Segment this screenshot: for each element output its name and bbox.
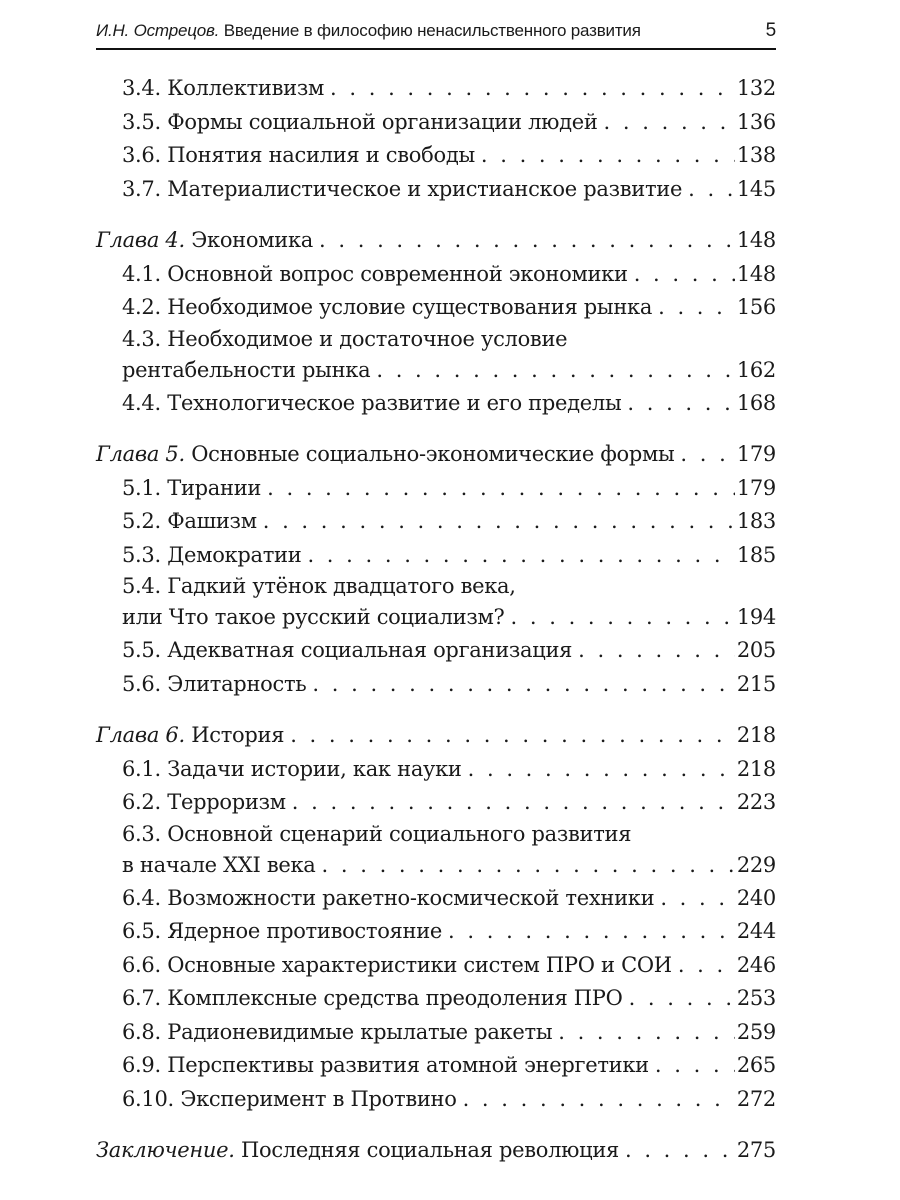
toc-chapter-entry[interactable] <box>96 438 776 472</box>
toc-entry-title: Необходимое и достаточное условие <box>167 326 568 351</box>
toc-entry-title: Формы социальной организации людей <box>167 109 598 134</box>
toc-chapter-label: Глава 4. <box>96 228 185 252</box>
toc-entry-title: Понятия насилия и свободы <box>167 143 475 167</box>
dot-leader <box>376 354 734 387</box>
toc-chapter-label: Глава 5. <box>96 442 185 466</box>
toc-page-number: 275 <box>736 1138 776 1162</box>
toc-entry-heading <box>122 882 654 916</box>
toc-entry-number: 5.6. <box>122 671 161 696</box>
toc-entry-heading <box>122 139 475 173</box>
toc-entry-number: 5.1. <box>122 475 161 500</box>
toc-entry-heading <box>122 915 442 949</box>
toc-page-number: 244 <box>736 919 776 943</box>
dot-leader <box>511 601 735 634</box>
toc-entry-heading <box>122 949 672 983</box>
toc-entry-heading <box>122 1049 649 1083</box>
toc-chapter-entry[interactable] <box>96 719 776 753</box>
dot-leader <box>658 291 735 325</box>
toc-entry[interactable] <box>96 1049 776 1083</box>
header-book-title: Введение в философию ненасильственного развития <box>223 21 641 40</box>
toc-page-number: 240 <box>736 885 776 910</box>
toc-entry-heading <box>122 634 572 668</box>
toc-entry[interactable] <box>96 753 776 787</box>
toc-entry[interactable] <box>96 1016 776 1050</box>
toc-entry-title: Радионевидимые крылатые ракеты <box>167 1019 553 1044</box>
toc-entry-heading <box>122 1016 552 1050</box>
toc-entry-heading <box>122 539 301 573</box>
page-number: 5 <box>765 20 776 41</box>
toc-page-number: 148 <box>736 261 776 286</box>
toc-page-number: 179 <box>736 442 776 466</box>
toc-entry-title: Основной вопрос современной экономики <box>167 261 628 286</box>
dot-leader <box>655 1049 735 1083</box>
toc-entry-title: Фашизм <box>167 509 257 533</box>
toc-chapter-entry[interactable] <box>96 224 776 258</box>
dot-leader <box>463 1083 735 1117</box>
toc-entry-number: 6.8. <box>122 1019 161 1044</box>
toc-chapter-name: Экономика <box>191 228 314 252</box>
toc-entry[interactable] <box>96 139 776 173</box>
dot-leader <box>330 72 735 106</box>
toc-page-number: 185 <box>736 542 776 567</box>
table-of-contents <box>96 72 776 1186</box>
toc-group <box>96 438 776 701</box>
toc-page-number: 205 <box>736 638 776 662</box>
dot-leader <box>307 539 734 573</box>
toc-entry-heading <box>122 505 257 539</box>
toc-page-number: 265 <box>736 1053 776 1077</box>
dot-leader <box>267 472 735 506</box>
toc-page-number: 183 <box>736 509 776 533</box>
dot-leader <box>481 139 735 173</box>
dot-leader <box>312 668 734 702</box>
toc-entry-title: Материалистическое и христианское развитие <box>167 176 683 201</box>
toc-entry-number: 4.4. <box>122 390 161 415</box>
toc-entry-number: 5.5. <box>122 638 161 662</box>
dot-leader <box>625 1134 735 1168</box>
toc-entry-number: 5.2. <box>122 509 161 533</box>
toc-entry-title: Коллективизм <box>167 76 325 100</box>
toc-entry-heading <box>122 668 306 702</box>
toc-entry-title-cont: рентабельности рынка <box>122 357 371 382</box>
toc-chapter-label: Глава 6. <box>96 723 185 747</box>
toc-entry-number: 6.3. <box>122 821 161 846</box>
toc-entry-title: Адекватная социальная организация <box>167 638 573 662</box>
toc-entry-line2 <box>122 601 776 634</box>
toc-entry[interactable] <box>96 786 776 820</box>
toc-entry[interactable] <box>96 106 776 140</box>
toc-page-number: 215 <box>736 671 776 696</box>
dot-leader <box>578 634 735 668</box>
toc-entry[interactable] <box>96 387 776 421</box>
toc-page-number: 246 <box>736 952 776 977</box>
toc-entry-title: Возможности ракетно-космической техники <box>167 885 655 910</box>
toc-page-number: 136 <box>736 109 776 134</box>
toc-entry-heading <box>122 1083 457 1117</box>
toc-entry-number: 4.2. <box>122 295 161 319</box>
toc-page-number: 259 <box>736 1019 776 1044</box>
toc-page-number: 223 <box>736 790 776 814</box>
toc-entry-title: Основные характеристики систем ПРО и СОИ <box>167 952 672 977</box>
toc-entry[interactable] <box>96 472 776 506</box>
toc-chapter-label: Заключение. <box>96 1138 235 1162</box>
dot-leader <box>627 387 734 421</box>
header-author: И.Н. Острецов. <box>96 21 224 40</box>
dot-leader <box>319 224 735 258</box>
toc-entry[interactable] <box>96 949 776 983</box>
toc-entry-title: Гадкий утёнок двадцатого века, <box>167 574 516 598</box>
toc-entry[interactable] <box>96 572 776 634</box>
toc-entry-number: 5.3. <box>122 542 161 567</box>
toc-entry-line1 <box>122 572 776 601</box>
toc-entry-heading <box>122 472 261 506</box>
toc-entry-heading <box>122 106 598 140</box>
dot-leader <box>448 915 735 949</box>
toc-entry-number: 5.4. <box>122 574 161 598</box>
dot-leader <box>680 438 734 472</box>
toc-entry[interactable] <box>96 915 776 949</box>
toc-page-number: 162 <box>736 357 776 382</box>
toc-entry-heading <box>122 982 623 1016</box>
toc-entry[interactable] <box>96 634 776 668</box>
toc-chapter-title <box>96 719 284 753</box>
toc-entry-title-cont: в начале XXI века <box>122 852 316 877</box>
toc-entry-title: Демократии <box>167 542 302 567</box>
dot-leader <box>558 1016 735 1050</box>
toc-entry[interactable] <box>96 882 776 916</box>
toc-entry-title: Технологическое развитие и его пределы <box>167 390 622 415</box>
toc-entry-line1 <box>122 820 776 849</box>
toc-entry-heading <box>122 291 652 325</box>
toc-entry-heading <box>122 72 324 106</box>
toc-entry[interactable] <box>96 72 776 106</box>
toc-entry-number: 6.9. <box>122 1053 161 1077</box>
toc-entry-number: 6.10. <box>122 1086 174 1111</box>
toc-entry[interactable] <box>96 539 776 573</box>
toc-page-number: 218 <box>736 756 776 781</box>
toc-entry[interactable] <box>96 982 776 1016</box>
toc-page-number: 194 <box>736 605 776 629</box>
toc-entry[interactable] <box>96 173 776 207</box>
toc-entry-line1 <box>122 325 776 354</box>
toc-entry-title: Основной сценарий социального развития <box>167 821 632 846</box>
toc-page-number: 145 <box>736 176 776 201</box>
toc-page-number: 148 <box>736 228 776 252</box>
toc-entry-number: 3.4. <box>122 76 161 100</box>
running-header <box>96 14 776 50</box>
toc-chapter-title <box>96 224 313 258</box>
toc-page-number: 218 <box>736 723 776 747</box>
toc-entry[interactable] <box>96 820 776 882</box>
toc-entry-title: Эксперимент в Протвино <box>180 1086 457 1111</box>
toc-entry-title: Ядерное противостояние <box>167 919 443 943</box>
toc-entry[interactable] <box>96 505 776 539</box>
header-left <box>96 21 641 41</box>
toc-entry-number: 4.3. <box>122 326 161 351</box>
toc-entry-line2 <box>122 354 776 387</box>
toc-chapter-entry[interactable] <box>96 1134 776 1168</box>
toc-entry-number: 6.5. <box>122 919 161 943</box>
toc-page-number: 272 <box>736 1086 776 1111</box>
toc-entry-number: 3.7. <box>122 176 161 201</box>
dot-leader <box>688 173 735 207</box>
toc-entry-heading <box>122 387 621 421</box>
toc-entry-number: 3.5. <box>122 109 161 134</box>
toc-entry-heading <box>122 173 682 207</box>
toc-entry-title: Задачи истории, как науки <box>167 756 462 781</box>
toc-entry-title: Элитарность <box>167 671 307 696</box>
toc-group <box>96 72 776 206</box>
toc-chapter-name: История <box>191 723 285 747</box>
toc-entry-number: 3.6. <box>122 143 161 167</box>
toc-entry-heading <box>122 786 286 820</box>
toc-entry-number: 6.6. <box>122 952 161 977</box>
toc-chapter-name: Основные социально-экономические формы <box>191 442 675 466</box>
toc-entry-title: Терроризм <box>167 790 286 814</box>
toc-page-number: 179 <box>736 475 776 500</box>
dot-leader <box>292 786 735 820</box>
toc-entry-title: Комплексные средства преодоления ПРО <box>167 986 623 1010</box>
toc-entry[interactable] <box>96 258 776 292</box>
toc-entry[interactable] <box>96 1083 776 1117</box>
dot-leader <box>629 982 735 1016</box>
toc-page-number: 132 <box>736 76 776 100</box>
toc-entry[interactable] <box>96 668 776 702</box>
dot-leader <box>604 106 735 140</box>
toc-page-number: 229 <box>736 852 776 877</box>
toc-entry-heading <box>122 258 628 292</box>
toc-entry-heading <box>122 753 462 787</box>
toc-entry-number: 6.4. <box>122 885 161 910</box>
toc-page-number: 168 <box>736 390 776 415</box>
dot-leader <box>322 849 735 882</box>
toc-entry-number: 4.1. <box>122 261 161 286</box>
toc-entry-title: Необходимое условие существования рынка <box>167 295 653 319</box>
toc-page-number: 253 <box>736 986 776 1010</box>
dot-leader <box>468 753 735 787</box>
toc-entry-line2 <box>122 849 776 882</box>
toc-entry-number: 6.1. <box>122 756 161 781</box>
toc-group <box>96 1134 776 1168</box>
toc-group <box>96 224 776 420</box>
toc-entry-title: Тирании <box>167 475 262 500</box>
toc-entry-title: Перспективы развития атомной энергетики <box>167 1053 649 1077</box>
toc-chapter-title <box>96 438 674 472</box>
toc-chapter-name: Последняя социальная революция <box>241 1138 619 1162</box>
dot-leader <box>263 505 735 539</box>
dot-leader <box>290 719 735 753</box>
toc-entry-number: 6.7. <box>122 986 161 1010</box>
toc-page-number: 156 <box>736 295 776 319</box>
toc-entry[interactable] <box>96 325 776 387</box>
toc-chapter-title <box>96 1134 619 1168</box>
toc-entry-number: 6.2. <box>122 790 161 814</box>
dot-leader <box>634 258 735 292</box>
toc-entry-title-cont: или Что такое русский социализм? <box>122 605 505 629</box>
dot-leader <box>660 882 734 916</box>
toc-group <box>96 719 776 1116</box>
dot-leader <box>678 949 735 983</box>
toc-entry[interactable] <box>96 291 776 325</box>
toc-page-number: 138 <box>736 143 776 167</box>
